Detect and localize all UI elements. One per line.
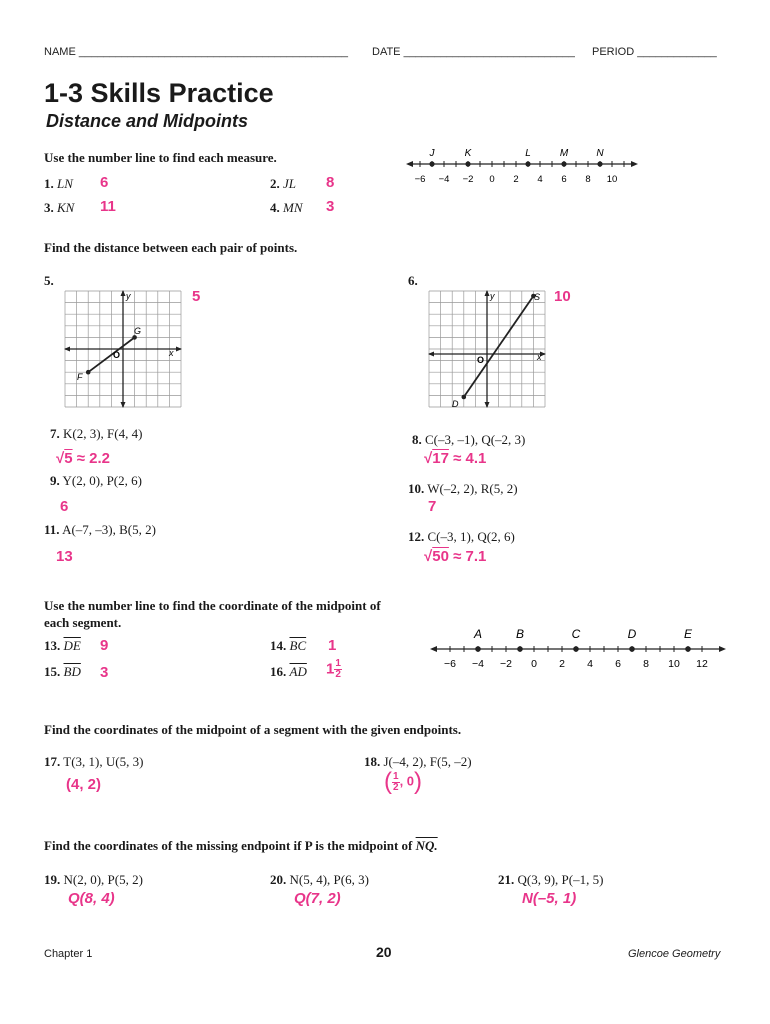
question-5: 5. [44, 273, 54, 288]
name-line[interactable]: NAME ____________________________________________ [44, 46, 349, 58]
answer-6: 10 [554, 288, 571, 305]
question-9: 9. Y(2, 0), P(2, 6) [50, 473, 142, 488]
question-14: 14. $\overline{BC}$ [270, 638, 307, 653]
answer-7: √5 ≈ 2.2 [56, 450, 111, 467]
question-13: 13. $\overline{DE}$ [44, 638, 81, 653]
point-l [525, 161, 530, 166]
answer-2: 8 [326, 174, 335, 191]
tick-label: 6 [615, 658, 621, 670]
section4-instruction: Find the coordinates of the midpoint of a segment with the given endpoints. [44, 722, 462, 737]
answer-21: N(–5, 1) [522, 890, 577, 907]
answer-4: 3 [326, 198, 335, 215]
label-j: J [429, 148, 435, 159]
answer-12: √50 ≈ 7.1 [424, 548, 487, 565]
question-3: 3. KN [44, 200, 75, 215]
answer-13: 9 [100, 637, 109, 654]
tick-label: −4 [438, 174, 450, 185]
point-d [462, 395, 467, 400]
page-number: 20 [376, 944, 392, 960]
number-line-2 [428, 624, 728, 672]
label-l: L [525, 148, 531, 159]
section3-instruction: Use the number line to find the coordinate of the midpoint of each segment. [44, 598, 381, 630]
label-s: S [534, 292, 541, 302]
footer-chapter: Chapter 1 [44, 948, 93, 960]
answer-1: 6 [100, 174, 109, 191]
tick-label: 4 [587, 658, 593, 670]
answer-8: √17 ≈ 4.1 [424, 450, 487, 467]
label-n: N [596, 148, 604, 159]
label-x-axis: x [169, 348, 174, 358]
point-b [517, 646, 523, 652]
label-d: D [452, 399, 459, 408]
label-d: D [627, 627, 637, 641]
point-f [86, 370, 91, 375]
answer-16: 1 $\frac{1}{2}$ [326, 658, 341, 680]
question-6: 6. [408, 273, 418, 288]
question-11: 11. A(–7, –3), B(5, 2) [44, 522, 156, 537]
question-15: 15. $\overline{BD}$ [44, 664, 81, 679]
tick-label: −4 [472, 658, 484, 670]
point-d [629, 646, 635, 652]
answer-15: 3 [100, 664, 109, 681]
tick-label: −2 [462, 174, 474, 185]
tick-label: 10 [668, 658, 680, 670]
tick-label: 6 [561, 174, 567, 185]
point-k [465, 161, 470, 166]
label-origin: O [113, 350, 121, 360]
label-x-axis: x [537, 352, 542, 362]
tick-label: −6 [414, 174, 426, 185]
date-line[interactable]: DATE ____________________________ [372, 46, 575, 58]
point-e [685, 646, 691, 652]
label-g: G [134, 326, 142, 336]
point-n [597, 161, 602, 166]
question-2: 2. JL [270, 176, 296, 191]
tick-label: −6 [444, 658, 456, 670]
question-8: 8. C(–3, –1), Q(–2, 3) [412, 432, 526, 447]
label-e: E [683, 627, 693, 641]
question-16: 16. $\overline{AD}$ [270, 664, 307, 679]
graph-6 [428, 290, 546, 408]
answer-14: 1 [328, 637, 337, 654]
label-y-axis: y [490, 291, 495, 301]
point-m [561, 161, 566, 166]
label-c: C [571, 627, 581, 641]
question-7: 7. K(2, 3), F(4, 4) [50, 426, 143, 441]
question-10: 10. W(–2, 2), R(5, 2) [408, 481, 518, 496]
label-f: F [77, 372, 83, 382]
graph-5 [64, 290, 182, 408]
question-20: 20. N(5, 4), P(6, 3) [270, 872, 369, 887]
tick-label: 12 [696, 658, 708, 670]
tick-label: 0 [489, 174, 495, 185]
answer-19: Q(8, 4) [68, 890, 115, 907]
number-line-1 [404, 144, 640, 188]
question-1: 1. LN [44, 176, 73, 191]
point-a [475, 646, 481, 652]
answer-10: 7 [428, 498, 437, 515]
answer-3: 11 [100, 198, 116, 215]
label-b: B [515, 627, 525, 641]
label-y-axis: y [126, 291, 131, 301]
tick-label: −2 [500, 658, 512, 670]
question-12: 12. C(–3, 1), Q(2, 6) [408, 529, 515, 544]
tick-label: 8 [585, 174, 591, 185]
answer-18: ( $\frac{1}{2}$ , 0) [384, 768, 423, 795]
section1-instruction: Use the number line to find each measure. [44, 150, 277, 165]
answer-17: (4, 2) [66, 776, 102, 793]
footer-book: Glencoe Geometry [628, 948, 721, 960]
section5-instruction: Find the coordinates of the missing endpoint if P is the midpoint of NQ. [44, 838, 438, 853]
label-origin: O [477, 355, 485, 365]
tick-label: 0 [531, 658, 537, 670]
tick-label: 2 [559, 658, 565, 670]
answer-5: 5 [192, 288, 201, 305]
answer-20: Q(7, 2) [294, 890, 341, 907]
page-title: 1-3 Skills Practice [44, 78, 274, 108]
question-21: 21. Q(3, 9), P(–1, 5) [498, 872, 604, 887]
question-19: 19. N(2, 0), P(5, 2) [44, 872, 143, 887]
tick-label: 4 [537, 174, 543, 185]
section2-instruction: Find the distance between each pair of points. [44, 240, 298, 255]
question-4: 4. MN [270, 200, 303, 215]
tick-label: 2 [513, 174, 519, 185]
label-k: K [464, 148, 472, 159]
answer-11: 13 [56, 548, 73, 565]
page-subtitle: Distance and Midpoints [46, 111, 249, 131]
point-j [429, 161, 434, 166]
period-line[interactable]: PERIOD _____________ [592, 46, 717, 58]
tick-label: 8 [643, 658, 649, 670]
label-a: A [473, 627, 483, 641]
question-17: 17. T(3, 1), U(5, 3) [44, 754, 144, 769]
question-18: 18. J(–4, 2), F(5, –2) [364, 754, 472, 769]
tick-label: 10 [606, 174, 618, 185]
answer-9: 6 [60, 498, 69, 515]
point-c [573, 646, 579, 652]
label-m: M [559, 148, 569, 159]
